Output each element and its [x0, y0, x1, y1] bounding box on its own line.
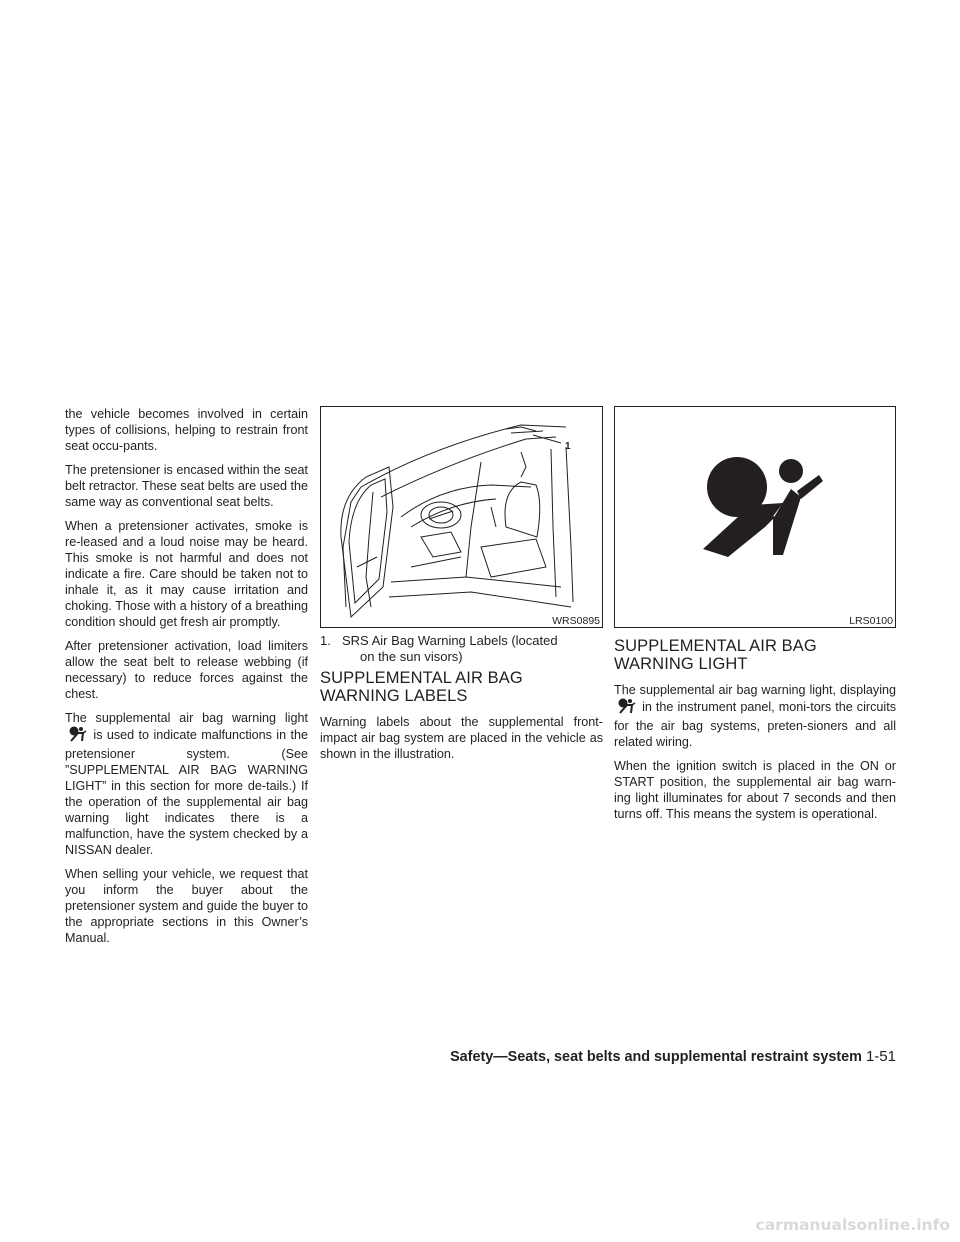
figure-code: WRS0895 — [552, 615, 600, 627]
caption-number: 1. — [320, 633, 331, 648]
monitors-text-b: in the instrument panel, moni-tors the circuits for the air bag systems, preten-sioners and all related wiring. — [614, 700, 896, 749]
caption-line-2: on the sun visors) — [360, 649, 463, 664]
figure-caption — [320, 633, 603, 665]
warning-light-text-a: The supplemental air bag warning light — [65, 711, 308, 725]
airbag-warning-icon — [67, 726, 87, 746]
section-heading-warning-light — [614, 637, 896, 673]
heading-light-line-1: SUPPLEMENTAL AIR BAG — [614, 637, 817, 655]
text-column-3 — [614, 406, 896, 830]
warning-light-text-b: is used to indicate malfunctions in the pretensioner system. (See ”SUPPLEMENTAL AIR BAG WARNING LIGHT” in this section for more de-tails.) If the operation of the supplemental air bag warning light indicates there is a malfunction, have the system checked by a NISSAN dealer. — [65, 728, 308, 857]
paragraph-load-limiters: After pretensioner activation, load limiters allow the seat belt to release webbing (if necessary) to reduce forces against the chest. — [65, 639, 308, 701]
paragraph-selling-vehicle: When selling your vehicle, we request that you inform the buyer about the pretensioner system and guide the buyer to the appropriate sections in this Owner’s Manual. — [65, 867, 308, 945]
page-number: 1-51 — [865, 1048, 896, 1065]
text-column-2 — [320, 406, 603, 770]
page-footer — [400, 1048, 896, 1065]
paragraph-warning-light-monitors — [614, 682, 896, 750]
heading-labels-line-1: SUPPLEMENTAL AIR BAG — [320, 669, 523, 687]
watermark: carmanualsonline.info — [755, 1216, 950, 1234]
monitors-text-a: The supplemental air bag warning light, displaying — [614, 683, 896, 697]
paragraph-ignition-switch: When the ignition switch is placed in the ON or START position, the supplemental air bag warn-ing light illuminates for about 7 seconds and then turns off. This means the system is operational. — [614, 759, 896, 821]
paragraph-intro: the vehicle becomes involved in certain types of collisions, helping to restrain front seat occu-pants. — [65, 407, 308, 453]
paragraph-warning-light — [65, 710, 308, 858]
figure-code: LRS0100 — [849, 615, 893, 627]
heading-labels-line-2: WARNING LABELS — [320, 687, 468, 705]
caption-line-1: SRS Air Bag Warning Labels (located — [342, 633, 558, 648]
vehicle-interior-illustration — [320, 406, 603, 628]
airbag-warning-icon — [616, 698, 636, 718]
heading-light-line-2: WARNING LIGHT — [614, 655, 748, 673]
paragraph-pretensioner-encased: The pretensioner is encased within the seat belt retractor. These seat belts are used the same way as conventional seat belts. — [65, 463, 308, 509]
paragraph-pretensioner-activates: When a pretensioner activates, smoke is re-leased and a loud noise may be heard. This smoke is not harmful and does not indicate a fire. Care should be taken not to inhale it, as it may cause irritation and choking. Those with a history of a breathing condition should get fresh air promptly. — [65, 519, 308, 629]
text-column-1 — [65, 406, 308, 954]
callout-number: 1 — [565, 441, 571, 452]
footer-section-title: Safety—Seats, seat belts and supplemental restraint system — [450, 1049, 862, 1065]
section-heading-labels — [320, 669, 603, 705]
airbag-symbol-illustration — [614, 406, 896, 628]
paragraph-warning-labels: Warning labels about the supplemental front-impact air bag system are placed in the vehicle as shown in the illustration. — [320, 715, 603, 761]
